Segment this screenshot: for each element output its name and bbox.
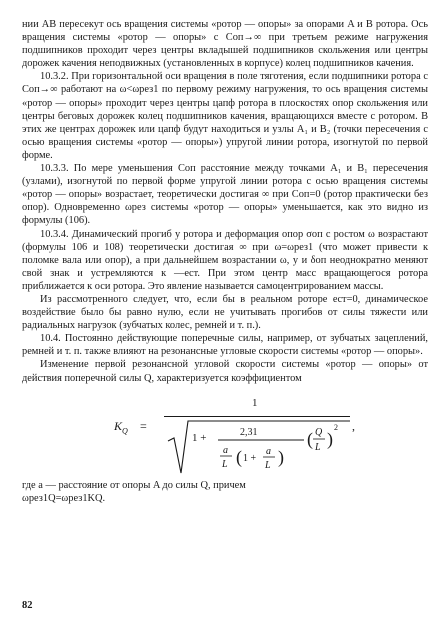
formula-one-plus: 1 + <box>192 431 207 444</box>
formula-equals: = <box>140 418 147 433</box>
formula-comma: , <box>352 418 355 433</box>
formula-denominator <box>166 419 350 475</box>
formula-q: Q <box>315 426 323 438</box>
paragraph-10-4: 10.4. Постоянно действующие поперечные силы, например, от зубчатых зацеплений, ремней и т. п. также влияют на резонансные угловые скорости системы «ротор — опоры». <box>22 333 428 358</box>
formula-paren-open: ( <box>236 446 242 467</box>
formula-l-q-denominator: L <box>315 441 321 453</box>
paragraph-10-3-3: 10.3.3. По мере уменьшения Cоп расстояние между точками A₁ и B₁ пересечения (узлами), изогнутой по первой форме упругой линии ротора с осью вращения системы «ротор — опоры» возрастает, теоретически достигая ∞ при Cоп=0 (ротор практически без опор). Одновременно ωрез системы «ротор — опоры» уменьшается, как это видно из формулы (106). <box>22 163 428 227</box>
paragraph-conclusion: Из рассмотренного следует, что, если бы в реальном роторе eст=0, динамическое воздействие было бы равно нулю, если не учитывать прогибов от силы тяжести или радиальных нагрузок (зубчатых колес, ремней и т. п.). <box>22 293 428 332</box>
formula-lhs: $K_Q$ <box>114 418 128 436</box>
formula-l-denominator: L <box>222 458 228 470</box>
paragraph-10-3-2: 10.3.2. При горизонтальной оси вращения в поле тяготения, если подшипники ротора с Cоп→∞ работают на ω<ωрез1 по первому режиму нагружения, то ось вращения системы «ротор — опоры» проходит через центры цапф ротора в плоскостях опор скольжения или центры беговых дорожек колец подшипников качения, вращающихся вместе с ротором. В этих же центрах дорожек или цапф будут находиться и узлы A₁ и B₂ (точки пересечения с осью вращения системы «ротор — опоры») упругой линии ротора, изогнутой по первой форме. <box>22 71 428 161</box>
formula-main-fraction-bar <box>164 416 350 417</box>
formula-a-numerator: a <box>223 444 228 456</box>
kq-formula <box>22 391 428 475</box>
paragraph-coefficient-intro: Изменение первой резонансной угловой скорости системы «ротор — опоры» от действия поперечной силы Q, характеризуется коэффициентом <box>22 359 428 384</box>
paragraph-continuation: нии AB пересекут ось вращения системы «ротор — опоры» за опорами A и B ротора. Ось вращения системы «ротор — опоры» с Cоп→∞ при третьем режиме нагружения подшипников проходит через центры вкладышей подшипников скольжения или центры дорожек качения неподвижных (установленных в корпусе) колец подшипников качения. <box>22 19 428 70</box>
formula-where-line: где a — расстояние от опоры A до силы Q, причем <box>22 479 246 491</box>
paragraph-10-3-4: 10.3.4. Динамический прогиб y ротора и деформация опор σоп с ростом ω возрастают (формулы 106 и 108) теоретически достигая ∞ при ω=ωрез1 (что может привести к поломке вала или опор), а при дальнейшем возрастании ω, y и δоп неоднократно меняют свой знак и устремляются к —eст. При этом центр масс вращающегося ротора приближается к оси ротора. Это явление называется самоцентрированием массы. <box>22 228 428 292</box>
formula-paren-close: ) <box>278 446 284 467</box>
formula-constant: 2,31 <box>240 426 258 438</box>
formula-one-plus-inner: 1 + <box>243 452 257 464</box>
formula-q-paren-close: ) <box>327 428 333 449</box>
page-number: 82 <box>22 600 33 611</box>
formula-numerator: 1 <box>252 396 258 409</box>
radical-sign <box>168 421 350 473</box>
formula-a-numerator-2: a <box>266 445 271 457</box>
formula-exponent: 2 <box>334 422 338 432</box>
formula-result-line: ωрез1Q=ωрез1KQ. <box>22 492 106 504</box>
formula-l-denominator-2: L <box>265 459 271 471</box>
formula-q-paren-open: ( <box>307 428 313 449</box>
